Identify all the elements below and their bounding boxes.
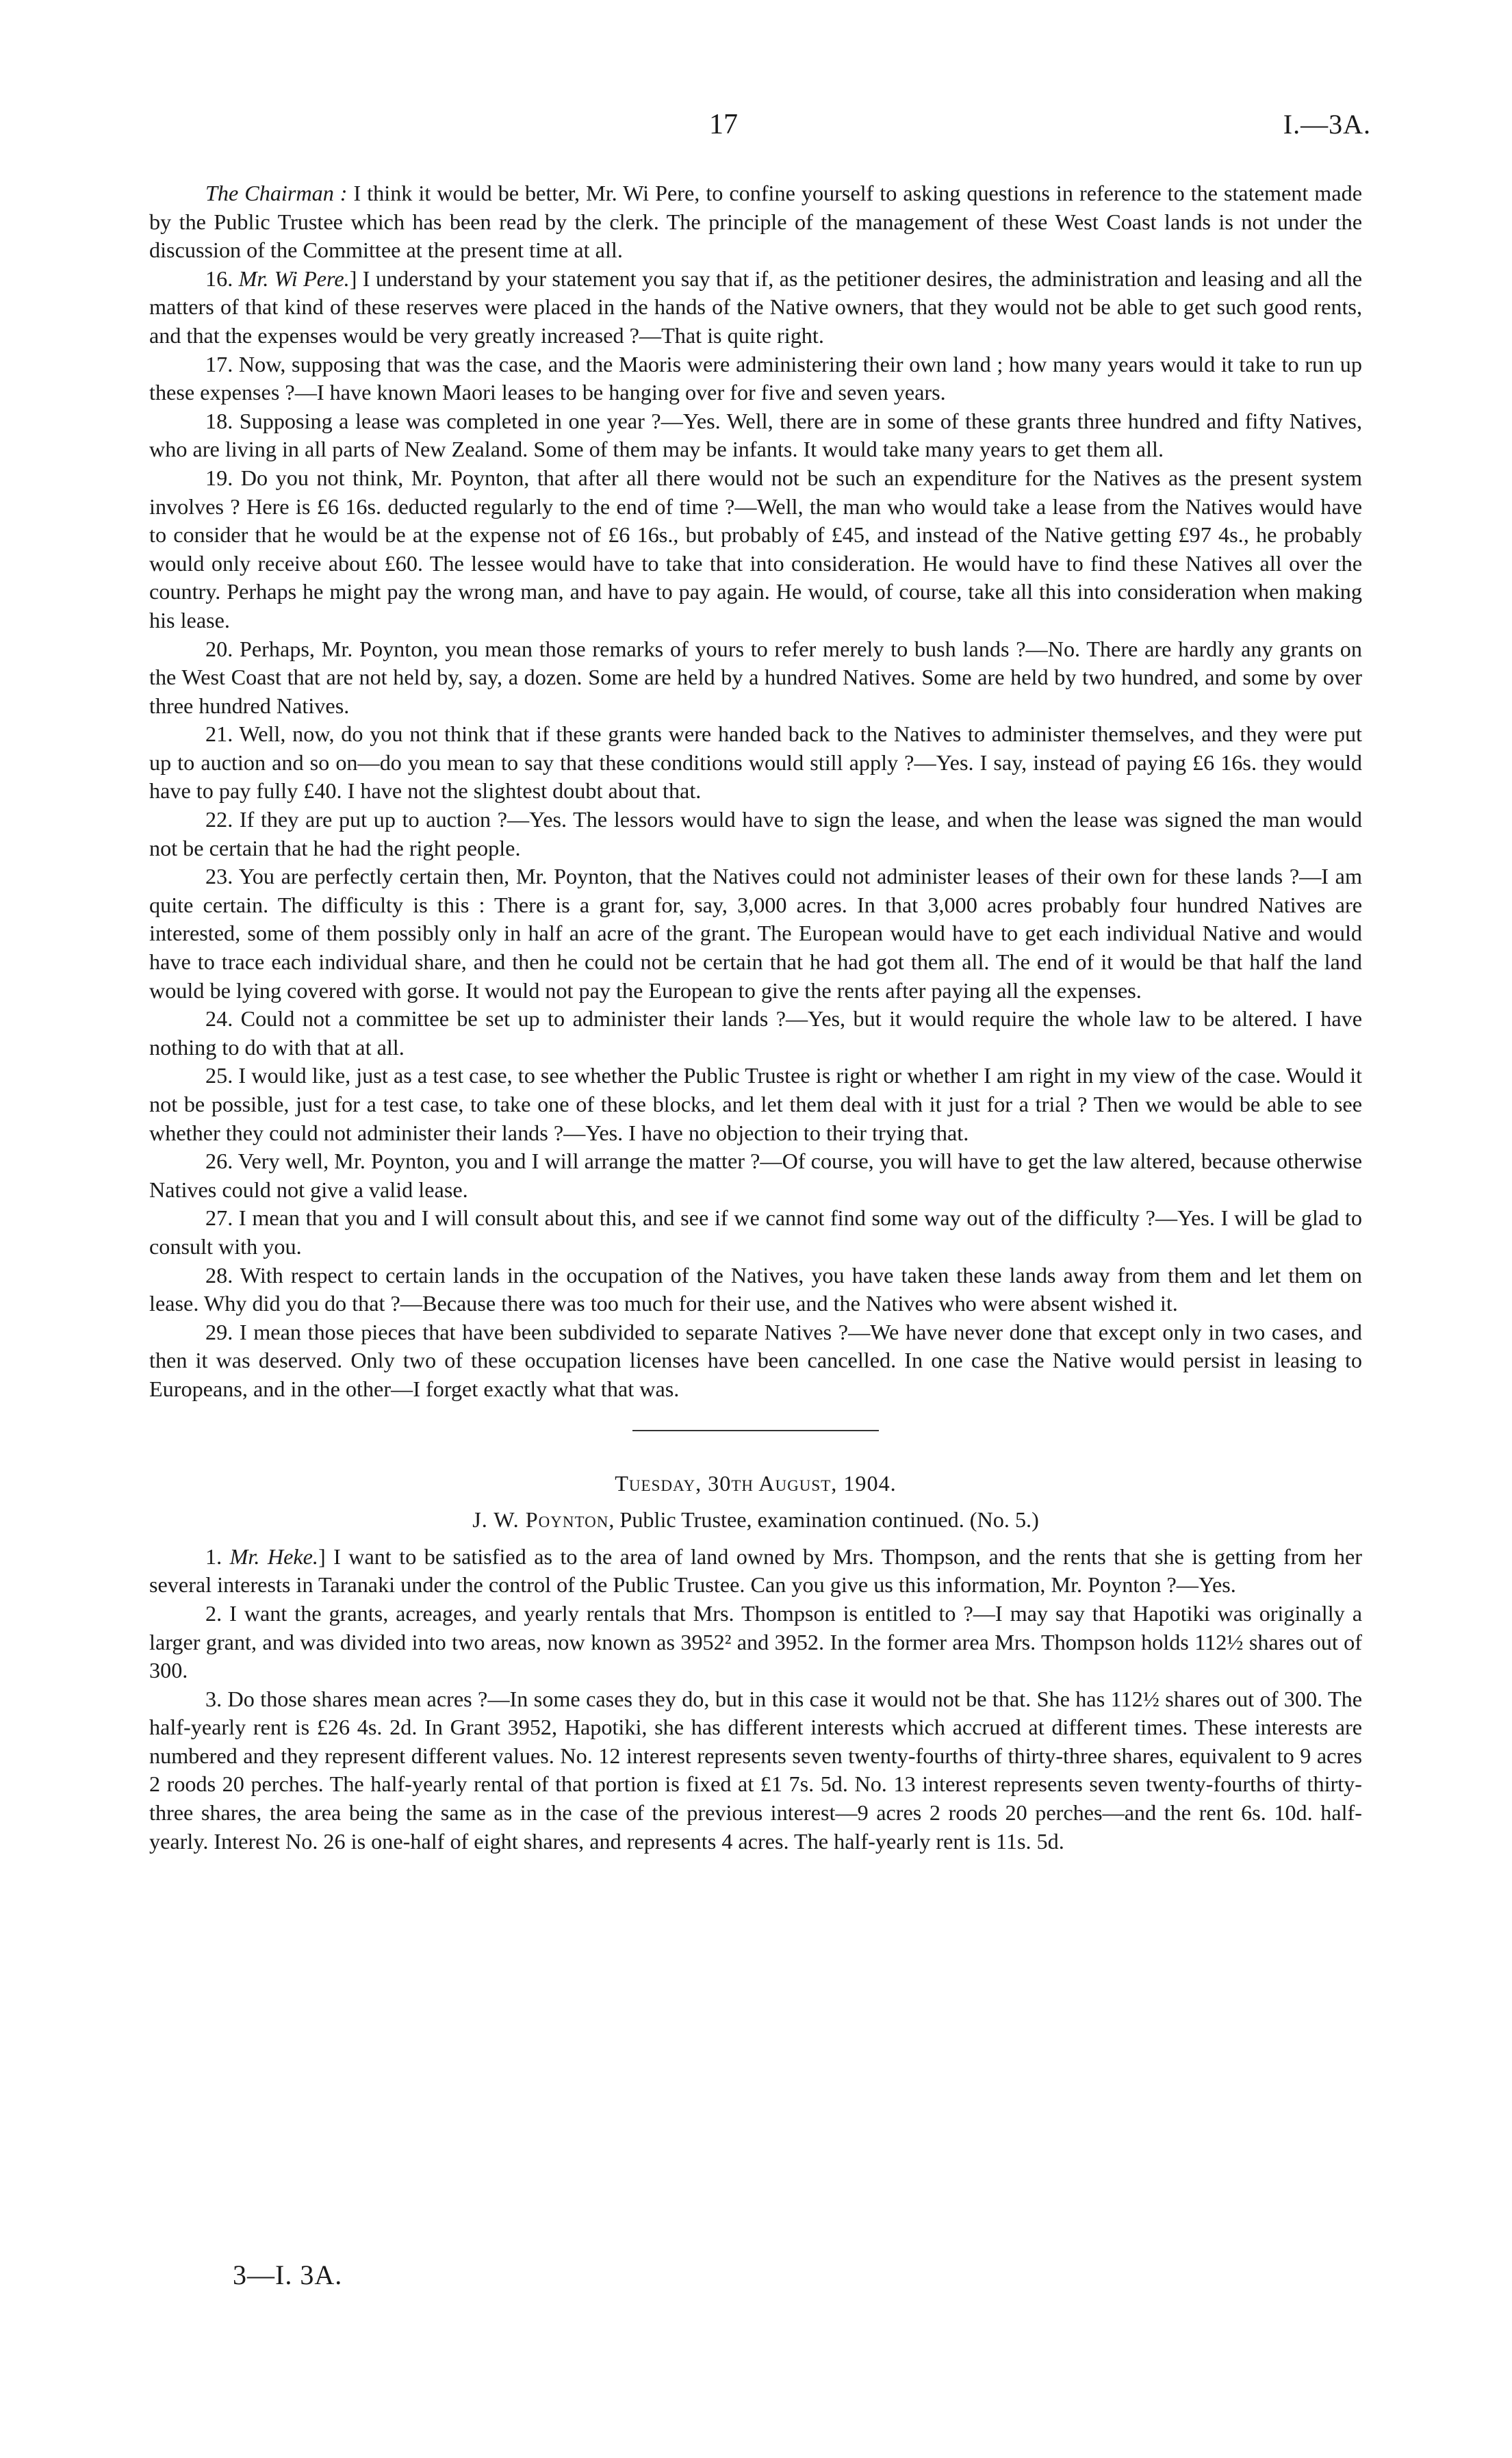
paragraph-text: 17. Now, supposing that was the case, and the Maoris were administering their own land ; how many years would it take to run up these expenses ?—I have known Maori leases to be hanging over for five and seven years. [149,351,1362,405]
date-heading: Tuesday, 30th August, 1904. [615,1470,897,1496]
witness-heading [149,1506,1362,1535]
paragraph-text: ] I understand by your statement you say that if, as the petitioner desires, the administration and leasing and all the matters of that kind of these reserves were placed in the hands of the Native owners, that they would not be able to get such good rents, and that the expenses would be very greatly increased ?—That is quite right. [149,266,1362,348]
paragraph-text: 27. I mean that you and I will consult about this, and see if we cannot find some way out of the difficulty ?—Yes. I will be glad to consult with you. [149,1205,1362,1259]
testimony-paragraph [149,806,1362,862]
section-divider [632,1430,879,1431]
testimony-paragraph [149,1685,1362,1856]
paragraph-text: 23. You are perfectly certain then, Mr. Poynton, that the Natives could not administer leases of their own for these lands ?—I am quite certain. The difficulty is this : There is a grant for, say, 3,000 acres. In that 3,000 acres probably four hundred Natives are interested, some of them possibly only in half an acre of the grant. The European would have to get each individual Native and would have to trace each individual share, and then he could not be certain that he had got them all. The end of it would be that half the land would be lying covered with gorse. It would not pay the European to give the rents after paying all the expenses. [149,864,1362,1003]
testimony-paragraph [149,464,1362,635]
question-number: 16. [205,266,239,291]
testimony-paragraph [149,1318,1362,1404]
testimony-section-2 [149,1470,1362,1856]
paragraph-text: 2. I want the grants, acreages, and yearly rentals that Mrs. Thompson is entitled to ?—I may say that Hapotiki was originally a larger grant, and was divided into two areas, now known as 3952² and 3952. In the former area Mrs. Thompson holds 112½ shares out of 300. [149,1600,1362,1683]
paragraph-text: 29. I mean those pieces that have been subdivided to separate Natives ?—We have never done that except only in two cases, and then it was deserved. Only two of these occupation licenses have been cancelled. In one case the Native would persist in leasing to Europeans, and in the other—I forget exactly what that was. [149,1319,1362,1401]
paragraph-text: 19. Do you not think, Mr. Poynton, that after all there would not be such an expenditure for the Natives as the present system involves ? Here is £6 16s. deducted regularly to the end of time ?—Well, the man who would take a lease from the Natives would have to consider that he would be at the expense not of £6 16s., but probably of £45, and instead of the Native getting £97 4s., he probably would only receive about £60. The lessee would have to take that into consideration. He would have to find these Natives all over the country. Perhaps he might pay the wrong man, and have to pay again. He would, of course, take all this into consideration when making his lease. [149,465,1362,632]
paragraph-text: 28. With respect to certain lands in the occupation of the Natives, you have taken these lands away from them and let them on lease. Why did you do that ?—Because there was too much for their use, and the Natives who were absent wished it. [149,1262,1362,1316]
speaker-name: Mr. Heke. [229,1544,318,1569]
testimony-paragraph [149,179,1362,265]
document-reference: I.—3A. [1283,109,1371,140]
page-number: 17 [709,109,738,140]
paragraph-text: 25. I would like, just as a test case, to see whether the Public Trustee is right or whether I am right in my view of the case. Would it not be possible, just for a test case, to take one of these blocks, and let them deal with it just for a trial ? Then we would be able to see whether they could not administer their lands ?—Yes. I have no objection to their trying that. [149,1063,1362,1145]
testimony-paragraph [149,1147,1362,1204]
section-2-paragraphs [149,1543,1362,1856]
sheet-reference: 3—I. 3A. [233,2259,343,2290]
paragraph-text: 22. If they are put up to auction ?—Yes. The lessors would have to sign the lease, and when the lease was signed the man would not be certain that he had the right people. [149,807,1362,860]
testimony-paragraph [149,1204,1362,1261]
testimony-paragraph [149,350,1362,407]
page-header [0,108,1512,149]
paragraph-text: 20. Perhaps, Mr. Poynton, you mean those remarks of yours to refer merely to bush lands ?—No. There are hardly any grants on the West Coast that are not held by, say, a dozen. Some are held by a hundred Natives. Some are held by two hundred, and some by over three hundred Natives. [149,636,1362,718]
testimony-paragraph [149,265,1362,350]
testimony-paragraph [149,635,1362,721]
speaker-name: The Chairman : [205,181,348,205]
testimony-paragraph [149,862,1362,1005]
testimony-paragraph [149,1262,1362,1318]
body-text [149,179,1362,1856]
speaker-name: Mr. Wi Pere. [238,266,350,291]
testimony-section-1 [149,179,1362,1404]
testimony-paragraph [149,720,1362,806]
question-number: 1. [205,1544,230,1569]
paragraph-text: 24. Could not a committee be set up to administer their lands ?—Yes, but it would require the whole law to be altered. I have nothing to do with that at all. [149,1006,1362,1060]
witness-name: J. W. Poynton [472,1507,609,1533]
paragraph-text: ] I want to be satisfied as to the area of land owned by Mrs. Thompson, and the rents that she is getting from her several interests in Taranaki under the control of the Public Trustee. Can you give us this information, Mr. Poynton ?—Yes. [149,1544,1363,1598]
testimony-paragraph [149,1543,1362,1600]
paragraph-text: 18. Supposing a lease was completed in one year ?—Yes. Well, there are in some of these grants three hundred and fifty Natives, who are living in all parts of New Zealand. Some of them may be infants. It would take many years to get them all. [149,408,1362,462]
paragraph-text: 3. Do those shares mean acres ?—In some cases they do, but in this case it would not be that. She has 112½ shares out of 300. The half-yearly rent is £26 4s. 2d. In Grant 3952, Hapotiki, she has different interests which accrued at different times. These interests are numbered and they represent different values. No. 12 interest represents seven twenty-fourths of thirty-three shares, equivalent to 9 acres 2 roods 20 perches. The half-yearly rental of that portion is fixed at £1 7s. 5d. No. 13 interest represents seven twenty-fourths of thirty-three shares, the area being the same as in the case of the previous interest—9 acres 2 roods 20 perches—and the rent 6s. 10d. half-yearly. Interest No. 26 is one-half of eight shares, and represents 4 acres. The half-yearly rent is 11s. 5d. [149,1686,1362,1854]
testimony-paragraph [149,1600,1362,1685]
testimony-paragraph [149,1062,1362,1147]
paragraph-text: 21. Well, now, do you not think that if these grants were handed back to the Natives to administer themselves, and they were put up to auction and so on—do you mean to say that these conditions would still apply ?—Yes. I say, instead of paying £6 16s. they would have to pay fully £40. I have not the slightest doubt about that. [149,721,1362,804]
witness-description: , Public Trustee, examination continued. (No. 5.) [608,1507,1039,1533]
paragraph-text: I think it would be better, Mr. Wi Pere, to confine yourself to asking questions in reference to the statement made by the Public Trustee which has been read by the clerk. The principle of the management of these West Coast lands is not under the discussion of the Committee at the present time at all. [149,181,1362,263]
testimony-paragraph [149,407,1362,464]
paragraph-text: 26. Very well, Mr. Poynton, you and I will arrange the matter ?—Of course, you will have to get the law altered, because otherwise Natives could not give a valid lease. [149,1149,1362,1202]
testimony-paragraph [149,1005,1362,1062]
